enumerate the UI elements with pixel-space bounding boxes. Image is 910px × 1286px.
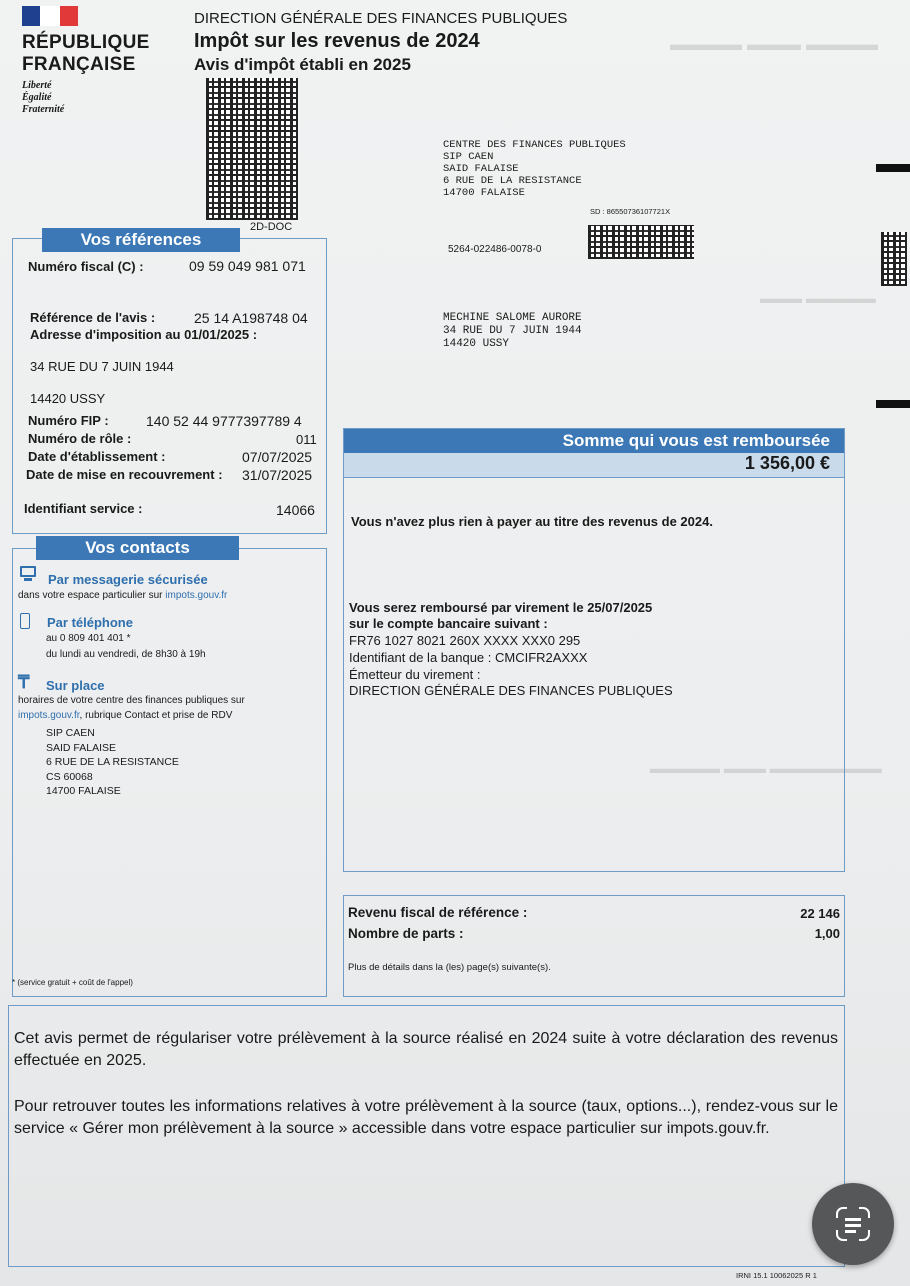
- motto: Liberté Égalité Fraternité: [22, 80, 65, 115]
- establishment-date-value: 07/07/2025: [242, 449, 313, 465]
- direction-title: DIRECTION GÉNÉRALE DES FINANCES PUBLIQUES: [194, 10, 568, 27]
- computer-icon-stand: [24, 578, 32, 581]
- phone-hours: du lundi au vendredi, de 8h30 à 19h: [46, 649, 206, 660]
- page-title: Impôt sur les revenus de 2024: [194, 30, 480, 52]
- page-subtitle: Avis d'impôt établi en 2025: [194, 55, 411, 74]
- reference-code: 5264-022486-0078-0: [448, 244, 542, 255]
- in-person-text: horaires de votre centre des finances publiques sur: [18, 695, 245, 706]
- info-paragraph-2: Pour retrouver toutes les informations relatives à votre prélèvement à la source (taux, options...), rendez-vous sur le service « Gérer mon prélèvement à la source » accessible dans votre espace particulier sur impots.gouv.fr.: [14, 1098, 838, 1137]
- impots-link[interactable]: impots.gouv.fr: [165, 590, 228, 601]
- collection-date-value: 31/07/2025: [242, 467, 313, 483]
- computer-icon: [20, 566, 36, 577]
- impots-link-2[interactable]: impots.gouv.fr: [18, 710, 80, 721]
- phone-number[interactable]: au 0 809 401 401 *: [46, 633, 131, 644]
- centre-address: CENTRE DES FINANCES PUBLIQUES SIP CAEN SAID FALAISE 6 RUE DE LA RESISTANCE 14700 FALAISE: [443, 139, 626, 199]
- fiscal-number-label: Numéro fiscal (C) :: [28, 259, 144, 274]
- tax-shares-label: Nombre de parts :: [348, 926, 464, 941]
- bank-account-label: sur le compte bancaire suivant :: [349, 616, 548, 631]
- flag-logo: [22, 6, 78, 26]
- emitter-value: DIRECTION GÉNÉRALE DES FINANCES PUBLIQUES: [349, 683, 673, 698]
- scan-text-icon: [836, 1207, 870, 1241]
- bleed-through-text: ▬▬▬▬ ▬▬▬ ▬▬▬▬: [670, 34, 879, 54]
- tax-shares-value: 1,00: [814, 926, 840, 941]
- recipient-address: MECHINE SALOME AURORE 34 RUE DU 7 JUIN 1944 14420 USSY: [443, 312, 582, 350]
- datamatrix-code: [206, 78, 298, 220]
- references-header: Vos références: [42, 228, 240, 252]
- fip-value: 140 52 44 9777397789 4: [146, 413, 302, 429]
- secure-messaging-title: Par messagerie sécurisée: [48, 572, 208, 587]
- in-person-text-2: impots.gouv.fr, rubrique Contact et prise de RDV: [18, 710, 233, 721]
- building-icon: ₸: [18, 672, 30, 692]
- nothing-due-text: Vous n'avez plus rien à payer au titre des revenus de 2024.: [351, 514, 713, 529]
- iban-value: FR76 1027 8021 260X XXXX XXX0 295: [349, 633, 581, 648]
- service-id-value: 14066: [276, 502, 315, 518]
- sd-code: SD : 86550736107721X: [590, 207, 671, 216]
- establishment-date-label: Date d'établissement :: [28, 449, 166, 464]
- bleed-through-text: ▬▬▬ ▬▬▬▬▬: [760, 290, 876, 306]
- details-note: Plus de détails dans la (les) page(s) suivante(s).: [348, 962, 551, 973]
- role-label: Numéro de rôle :: [28, 431, 132, 446]
- tax-address-line1: 34 RUE DU 7 JUIN 1944: [30, 359, 174, 374]
- references-box: [12, 238, 327, 534]
- fiscal-number-value: 09 59 049 981 071: [189, 258, 306, 274]
- refund-title: Somme qui vous est remboursée: [562, 431, 830, 450]
- notice-reference-label: Référence de l'avis :: [30, 310, 156, 325]
- transfer-date-text: Vous serez remboursé par virement le 25/07/2025: [349, 600, 653, 615]
- datamatrix-label: 2D-DOC: [250, 221, 293, 233]
- bleed-through-text: ▬▬▬▬▬ ▬▬▬ ▬▬▬▬▬▬▬▬: [650, 760, 882, 776]
- fip-label: Numéro FIP :: [28, 413, 109, 428]
- edge-barcode: [881, 232, 907, 286]
- refund-amount: 1 356,00 €: [744, 453, 830, 473]
- emitter-label: Émetteur du virement :: [349, 667, 481, 682]
- collection-date-label: Date de mise en recouvrement :: [26, 467, 223, 482]
- tax-address-line2: 14420 USSY: [30, 391, 106, 406]
- edge-mark: [876, 400, 910, 408]
- footer-code: IRNI 15.1 10062025 R 1: [736, 1271, 817, 1280]
- notice-reference-value: 25 14 A198748 04: [194, 310, 308, 326]
- phone-footnote: * (service gratuit + coût de l'appel): [12, 978, 133, 987]
- scan-text-button[interactable]: [812, 1183, 894, 1265]
- barcode: [588, 225, 694, 259]
- edge-mark: [876, 164, 910, 172]
- phone-title: Par téléphone: [47, 615, 133, 630]
- reference-income-label: Revenu fiscal de référence :: [348, 905, 528, 920]
- contacts-header: Vos contacts: [36, 536, 239, 560]
- role-value: 011: [296, 432, 317, 447]
- contact-address: SIP CAEN SAID FALAISE 6 RUE DE LA RESISTANCE CS 60068 14700 FALAISE: [46, 727, 179, 797]
- info-paragraph-1: Cet avis permet de régulariser votre prélèvement à la source réalisé en 2024 suite à votre déclaration des revenus effectuée en 2025.: [14, 1030, 838, 1069]
- bank-identifier: Identifiant de la banque : CMCIFR2AXXX: [349, 650, 588, 665]
- reference-income-value: 22 146: [800, 906, 840, 921]
- service-id-label: Identifiant service :: [24, 501, 143, 516]
- phone-icon: [20, 613, 30, 629]
- secure-messaging-text: dans votre espace particulier sur impots.gouv.fr: [18, 590, 228, 601]
- in-person-title: Sur place: [46, 678, 105, 693]
- republic-name: RÉPUBLIQUE FRANÇAISE: [22, 32, 150, 75]
- tax-address-label: Adresse d'imposition au 01/01/2025 :: [30, 327, 258, 342]
